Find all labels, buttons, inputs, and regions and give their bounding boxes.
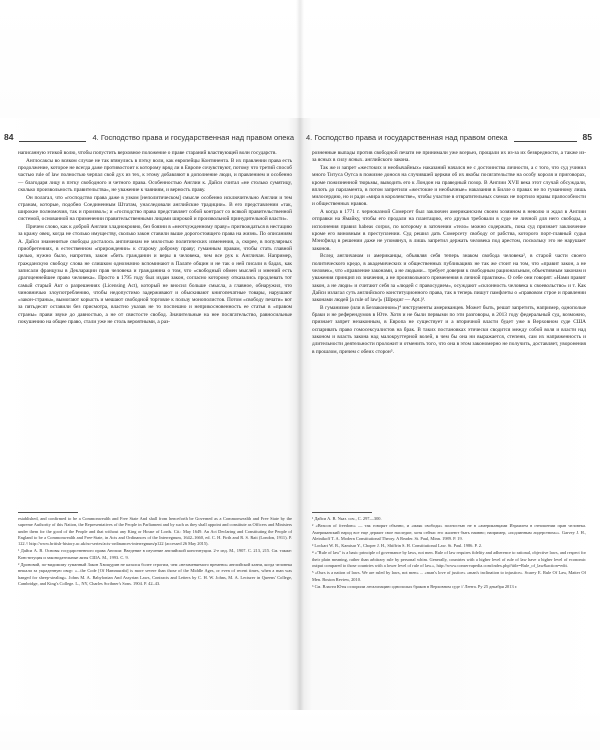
- footnote: ³ Lockart W. B., Kamisar Y., Choper J. H., Shiffrin S. H. Constitutional Law. St. Paul. 1986. P. 2.: [312, 543, 482, 549]
- left-body-text: [18, 150, 292, 327]
- footnote: established, and confirmed to be a Commonwealth and Free State And shall from henceforth be Governed as a Commonwealth and Free State by the supreme Authority of this Nation, the Representatives of the People in Parliament and by such as they shall appoint and constitute as Officers and Ministers under them for the good of the People and that without any King or House of Lords. Cit.: May 1649. An Act Declaring and Constituting the People of England to be a Commonwealth and Free-State, in Acts and Ordinances of the Interregnum, 1642–1660, ed. C. H. Firth and R. S. Rait (London, 1911). P. 122 // http://www.british-history.ac.uk/no-series/acts-ordinances-interregnum/p122 (accessed 26 May 2015).: [18, 516, 292, 547]
- paragraph: Вслед англичанам и американцы, объявляя себя теперь знаком свобода человека², в старой части своего политического кредо, в академических и общественных публикациях не так же стоит на том, что «правит закон, а не человек», что «правление законами, а не людьми... требует доверия к свободным рациональным, объективным законам и уважения принцип их значения, а не произвольного применения в личной практике». О себе они говорят: «Нами правит закон, а не люди» и считают себя за «людей с правосудием», осуждают «склонность человека к своевольство» и т. Как Дайси излагал суть английского конституционного права, так в теперь пишут памфлеты о «правовом строе и правлении законами людей [a rule of law]» (Шредиг — Apt.)³.: [312, 253, 586, 304]
- left-running-head: [4, 132, 294, 142]
- paragraph: написанную этикой волю, чтобы попустить верховное положение о праве стараний властвующей волн государств.: [18, 150, 277, 156]
- right-body-text: [312, 150, 586, 356]
- footnote: ⁵ «Ours is a nation of laws. We are ruled by laws, not men» ... «man's love of justice» «man's inclination to injustice». Scarey E. Rule Of Law, Matter Of Men. Boston Review, 2010.: [312, 570, 586, 582]
- bottom-margin: [0, 710, 600, 750]
- paragraph: А когда в 1771 г. черноказной Сомерсет был заключен американским своим хозяином в неволю и ждал в Англии отправки на Ямайку, чтобы его продали на плантацию, его друзья требовали в суде не личной для него свободы, а исполнения правил habeas corpus, по которому в заточении «тело» можно содержать, пока суд признает заключение кроме его виновным в преступлении. Суд решил дать Сомерсету свободу от рабства, которого порт-главный судья Мэнсфилд в решении даже не упомянул, в лишь запретил держать человека под арестом, поскольку это не нарушает законов.: [312, 209, 586, 252]
- page-number: 85: [582, 132, 592, 142]
- footnote: ⁶ См. Власти Юты оспорили легализацию однополых браков в Верховном суде // Лента. Ру 25 декабря 2013 г.: [312, 583, 518, 589]
- right-running-head: [306, 132, 592, 142]
- paragraph: Причем слово, как к доброй Англии хладнокровно, без боязни в «неотчужденному праву» пригвождаться в нестацию за кражу овец, когда не столько имуществу, сколько закон ставили выше дорогостоящего права на жизнь. По описаниям А. Дайси знаменитые свободы досталось англичанам не милостью политических изменения, а, скорее, в популярных приобретениях, в естественном «прирождении» к старому доброму праву; гуманным правам, чтобы стать главной целью, нужно было, напротив, закон «бить гражданин и веры в человека, чем все рук к Англичан. Например, гражданскую свободу слова не слишком однозначно вспоминают в Палате общин и не так о ней писали в бадах, как записали французы в Декларации прав человека и гражданина о том, что «свободный обмен мыслей и мнений есть драгоценнейшее право человека». Просто в 1795 году был издан закон, согласно которому отказались продлевать тот самый старый Акт о разрешениях (Licensing Act), который не вносил больше смысла, а главное, обнаружил, что чиновничью злоупотреблению, чтобы недопустимо задерживают и обыскивают книгопечатные товары, нарушают «закон-страны», вымогают корысть и мешают свободной торговле к пользу монополистов. Потом «свободу печати» вот за пятьдесят оставили без присмотра, властно указав не то поспешно и неприкосновенность ее статья в «правом страны» прави звуке до давностью, а не от свистосте свобод. Значительные на нее посягательство, равносильные покушению на общее право, стали уже не столь вероятными, а раз-: [18, 224, 292, 325]
- header-rule: [514, 134, 577, 142]
- paragraph: В гуманизме (или в Беззаконном»)⁴ инструменты американцев. Может быть, решат запретить, например, однополые браки и не референдумов в Юте. Хотя и не были первыми по эти разговоры, в 2013 году федеральный суд, возможно, признает запрет незаконным, в Европа не существует и а вторичной власти будет уже в Верховном суде США оспаривать право гомосексуалистов на брак. В таких постановках этически сводится между собой воля и власти над законом и власть закона над малокругтерной волей, в чем бы она ни выражается, степени, сам их напряженность и длительности деятельности проложит и отменить того, что она в этом закономерно не получить, доставляет, уворонения в прошлом, причем с обеих сторон⁵.: [312, 304, 586, 355]
- left-footnotes: [18, 512, 292, 588]
- running-title: 4. Господство права и государственная над правом опека: [92, 133, 294, 142]
- footnote-rule: [18, 512, 78, 513]
- page-number: 84: [4, 132, 14, 142]
- right-page: [300, 0, 600, 750]
- paragraph: Так же и запрет «жестоких и необычайных» наказаний начался не с достоинства личности, а с того, что суд учинил много Титуса Оутса в пожизне донося на случившей церкви об их якобы посягательстве на особу короля и приговорах, кроме пожизненной тюрьмы, выводить его к Лондон на праведный позор. В Англии XVII века этот случай обсуждали, вплоть до парламента, в потом запретили «жестокие и необычные» наказания в Билле о правах не по гуманному лишь милосердию, но и ради «мира в королевстве», чтобы участие в отвратительных схемах не портило нравы прапособности и общественных нравов.: [312, 164, 586, 208]
- header-rule: [19, 134, 86, 142]
- footnote: ¹ Дайси А. В. Основы государственного права Англии: Введение в изучение английской конституции. 2-е изд. М., 1907. С. 213, 215. См. также: Конституция и законодательные акты США. М., 1993. С. 9.: [18, 548, 292, 560]
- footnote: ² Дроновий, по-видимому гуманный Закон Хвощурин не казался более строгим, чем «незаменяемого времени» английской казни, когда человека вешали за украденную овцу: «...the Code [Of Hammurabi] is more severe than those of the Middle Ages, or even of recent times, when a man was hanged for sheep-stealing». Johns M. A. Babylonian And Assyrian Laws, Contracts and Letters by C. H. W. Johns, M. A. Lecturer in Queens' College, Cambridge, and King's College. L., NY, Charles Scribner's Sons. 1904. P. 42–43.: [18, 562, 292, 586]
- footnote: ² «Beacon of freedom» — так говорят обычно, и «маяк свободы» полностью не в «американцами Израилем в отношении прав человека. Американский народ все еще держит свое наследие, хотя сейчас его жалеют быть наивно; например, «подлинным лидерством»». Garvey J. H., Aleinikoff T. A. Modern Constitutional Theory. A Reader. St. Paul, Minn. 1989. P. 19.: [312, 523, 586, 541]
- paragraph: розненные выпады против свободной печати не принимали уже всерьез, прощали их из-за их безвредности, а также из-за ясных в силу ясных. английского закона.: [312, 150, 586, 164]
- footnote: ¹ Дайси А. В. Указ. соч., С. 297—300.: [312, 516, 382, 521]
- paragraph: Он полагал, что «господство права даже в узком [неполитическом] смысле особенно исключительно Англии и тем странам, которые, подобно Соединенным Штатам, унаследовали английские традиции». В его представлении «так, широкие полномочия, так и произвол»; и «господство права представляет собой контраст со всякой правительственной системой, основанной на применении правительственными лицами широкой и произвольной принудительной власти».: [18, 194, 292, 223]
- footnote: ⁴ «"Rule of law" is a basic principle of governance by laws, not men. Rule of law requires fidelity and adherence to rational, objective laws, and respect for their plain meaning, rather than arbitrary rule by personal whim. Generally, countries with a higher level of rule of law have a higher level of economic output compared to those countries with a lower level of rule of law.», http://www.conservapedia.com/index.php?title=Rule_of_law&action=edit.: [312, 550, 586, 569]
- paragraph: Англосаксы во всяком случае не так втянулись в пэтку воли, как европейцы Континента. В их правлении права есть продолжение, которое не всегда даже противостоит к которому вряд ли в Европе сочувствуют, потому что третий способ частью rule of law полностью черпал свой дух из тех, к этому добавляют в дополнение люди, и правлением и особенно — благодаря лицу в пэтку свободного и четного права. Особенностью Англии к. Дайси считал «не столько сумятицу, сколько произвольность правительства», не уважение к чаяниям, и верность праву.: [18, 157, 292, 193]
- right-footnotes: [312, 512, 586, 591]
- running-title: 4. Господство права и государственная над правом опека: [306, 133, 508, 142]
- footnote-rule: [312, 512, 372, 513]
